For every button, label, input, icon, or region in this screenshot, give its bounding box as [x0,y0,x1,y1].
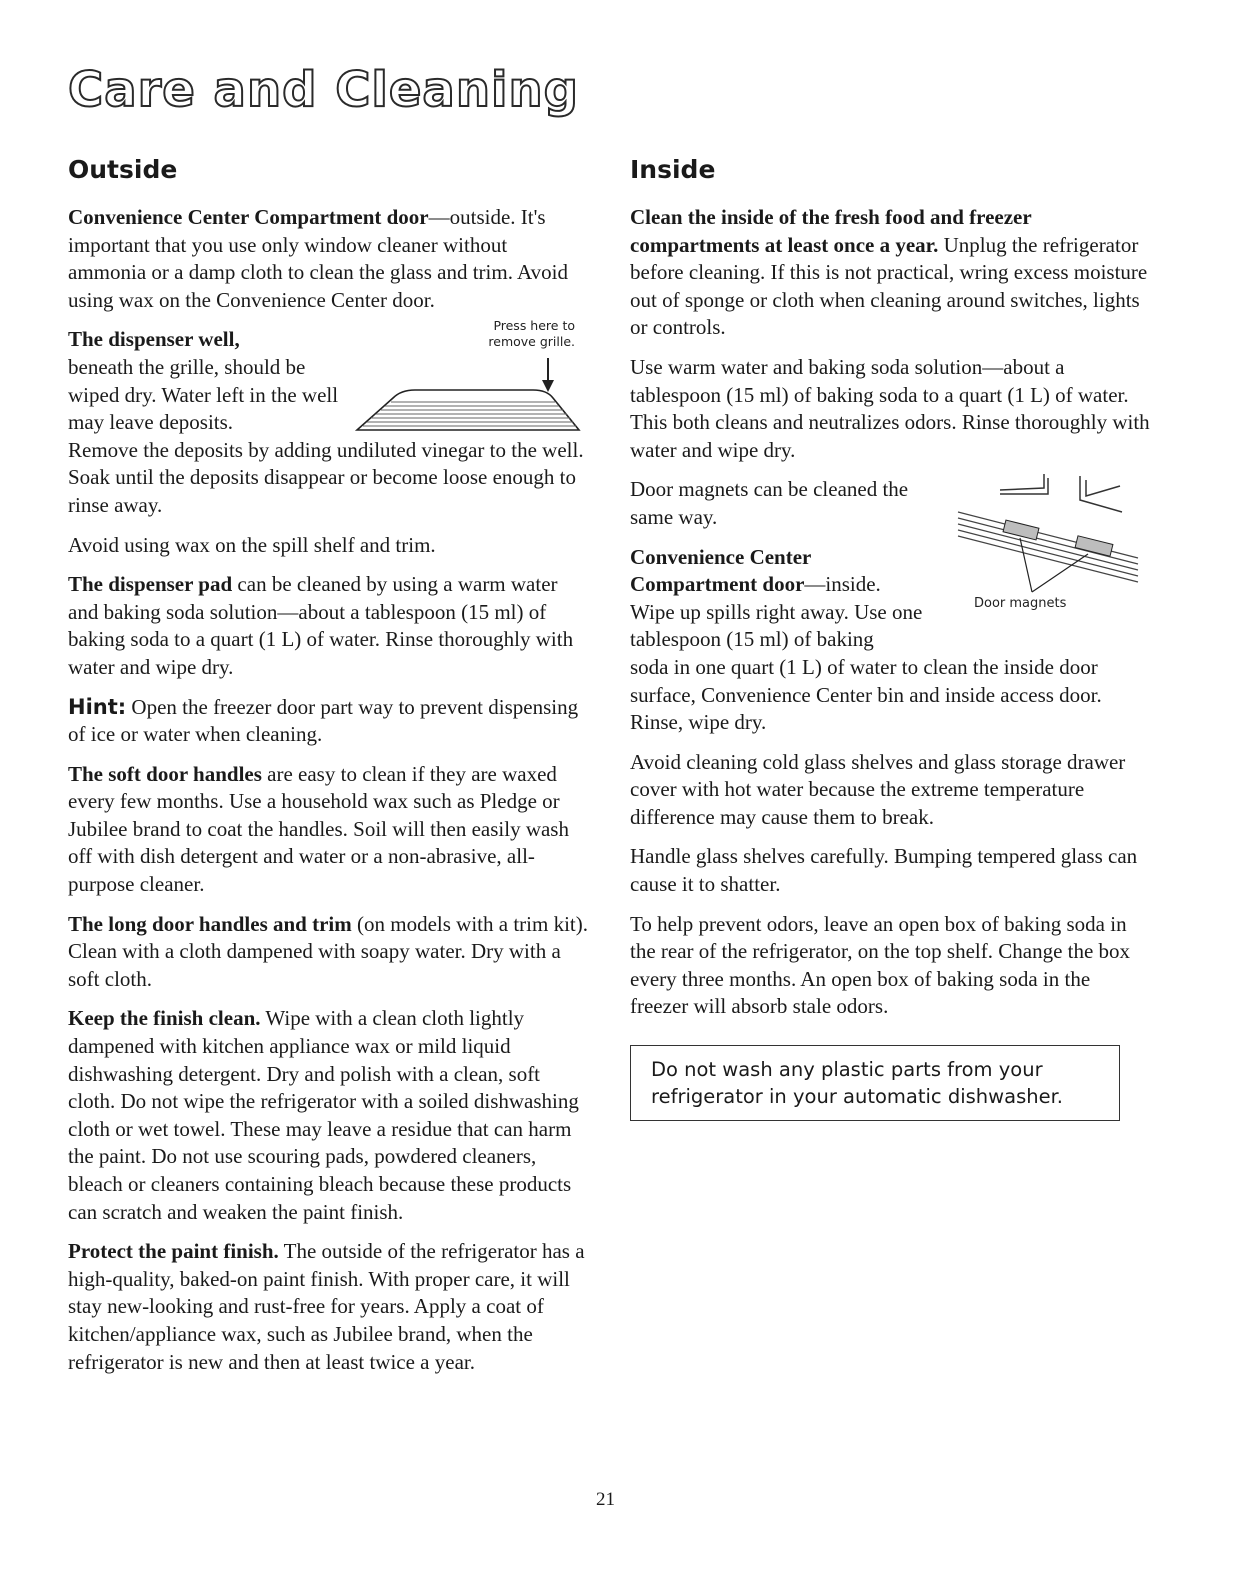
long-handles-lead: The long door handles and trim [68,911,352,936]
clean-inside-text: Unplug the refrigerator before cleaning. If this is not practical, wring excess moisture out of sponge or cloth when cleaning around switches, lights or controls. [630,232,1148,340]
soft-handles-paragraph [68,761,588,899]
door-magnets-paragraph: Door magnets can be cleaned the same way. [630,477,909,529]
hint-paragraph [68,694,588,749]
conv-door-outside-text: —outside. It's important that you use only window cleaner without ammonia or a damp cloth to clean the glass and trim. Avoid using wax on the Convenience Center door. [68,205,568,312]
door-magnets-illustration [948,472,1148,597]
dispenser-well-lead: The dispenser well, [68,327,240,352]
dispenser-well-paragraph [68,326,343,436]
outside-column [68,155,588,1388]
finish-clean-paragraph [68,1005,588,1226]
hint-lead: Hint: [68,694,127,719]
door-magnets-text-block [630,476,930,654]
grille-slats [363,402,576,426]
door-edge-lines [1000,474,1122,512]
dispenser-well-block [68,318,588,436]
door-magnets-block [630,476,1150,654]
door-magnets-caption: Door magnets [974,596,1067,612]
door-magnets-figure [948,472,1148,622]
conv-door-outside-lead: Convenience Center Compartment door [68,205,429,229]
conv-door-outside-paragraph [68,204,588,314]
glass-shelves-paragraph: Avoid cleaning cold glass shelves and glass storage drawer cover with hot water because the extreme temperature difference may cause them to break. [630,749,1126,829]
page-title: Care and Cleaning [68,62,579,118]
conv-door-inside-text: —inside. Wipe up spills right away. Use one tablespoon (15 ml) of baking [630,572,923,652]
soft-handles-lead: The soft door handles [68,761,262,786]
protect-finish-paragraph [68,1238,588,1376]
dispenser-well-text: beneath the grille, should be wiped dry. Water left in the well may leave deposits. [68,354,339,435]
inside-column [630,155,1150,1121]
dispenser-pad-text: can be cleaned by using a warm water and baking soda solution—about a tablespoon (15 ml) of baking soda to a quart (1 L) of water. Rinse thoroughly with water and wipe dry. [68,572,574,679]
page-number: 21 [596,1489,615,1510]
conv-door-inside-continued: soda in one quart (1 L) of water to clean the inside door surface, Convenience Center bin and inside access door. Rinse, wipe dry. [630,654,1102,735]
finish-clean-text: Wipe with a clean cloth lightly dampened with kitchen appliance wax or mild liquid dishwashing detergent. Dry and polish with a clean, soft cloth. Do not wipe the refrigerator with a soiled dishwashing cloth or wet towel. These may leave a residue that can harm the paint. Do not use scouring pads, powdered cleaners, bleach or cleaners containing bleach because these products can scratch and weaken the paint finish. [68,1006,579,1224]
clean-inside-paragraph [630,204,1150,342]
dispenser-pad-paragraph [68,571,588,681]
soft-handles-text: are easy to clean if they are waxed every few months. Use a household wax such as Pledge or Jubilee brand to coat the handles. Soil will then easily wash off with dish detergent and water or a non-abrasive, all-purpose cleaner. [68,761,569,897]
conv-door-inside-paragraph [630,544,930,654]
handle-glass-paragraph: Handle glass shelves carefully. Bumping tempered glass can cause it to shatter. [630,844,1138,897]
spill-shelf-paragraph: Avoid using wax on the spill shelf and trim. [68,532,436,557]
long-handles-paragraph [68,911,588,994]
protect-finish-text: The outside of the refrigerator has a high-quality, baked-on paint finish. With proper care, it will stay new-looking and rust-free for years. Apply a coat of kitchen/appliance wax, such as Jubilee brand, when the refrigerator is new and then at least twice a year. [68,1239,585,1374]
finish-clean-lead: Keep the finish clean. [68,1006,261,1031]
deposits-paragraph: Remove the deposits by adding undiluted vinegar to the well. Soak until the deposits disappear or become loose enough to rinse away. [68,437,584,517]
press-here-label-line-2: remove grille. [488,334,575,350]
conv-door-inside-lead: Convenience Center Compartment door [630,544,811,597]
long-handles-text: (on models with a trim kit). Clean with a cloth dampened with soapy water. Dry with a soft cloth. [68,911,588,991]
protect-finish-lead: Protect the paint finish. [68,1239,279,1264]
pointer-arrow-head [542,380,554,392]
baking-soda-paragraph: Use warm water and baking soda solution—about a tablespoon (15 ml) of baking soda to a quart (1 L) of water. This both cleans and neutralizes odors. Rinse thoroughly with water and wipe dry. [630,354,1150,462]
press-here-label-line-1: Press here to [493,318,575,334]
clean-inside-lead: Clean the inside of the fresh food and freezer compartments at least once a year. [630,205,1032,257]
grille-figure [343,318,583,436]
hint-text: Open the freezer door part way to prevent dispensing of ice or water when cleaning. [68,694,579,747]
outside-heading: Outside [68,155,178,184]
odors-paragraph: To help prevent odors, leave an open box of baking soda in the rear of the refrigerator, on the top shelf. Change the box every three months. An open box of baking soda in the freezer will absorb stale odors. [630,911,1131,1019]
dishwasher-notice-box: Do not wash any plastic parts from your refrigerator in your automatic dishwasher. [630,1045,1120,1121]
dispenser-pad-lead: The dispenser pad [68,572,233,597]
inside-heading: Inside [630,155,716,184]
grille-illustration [343,346,583,436]
